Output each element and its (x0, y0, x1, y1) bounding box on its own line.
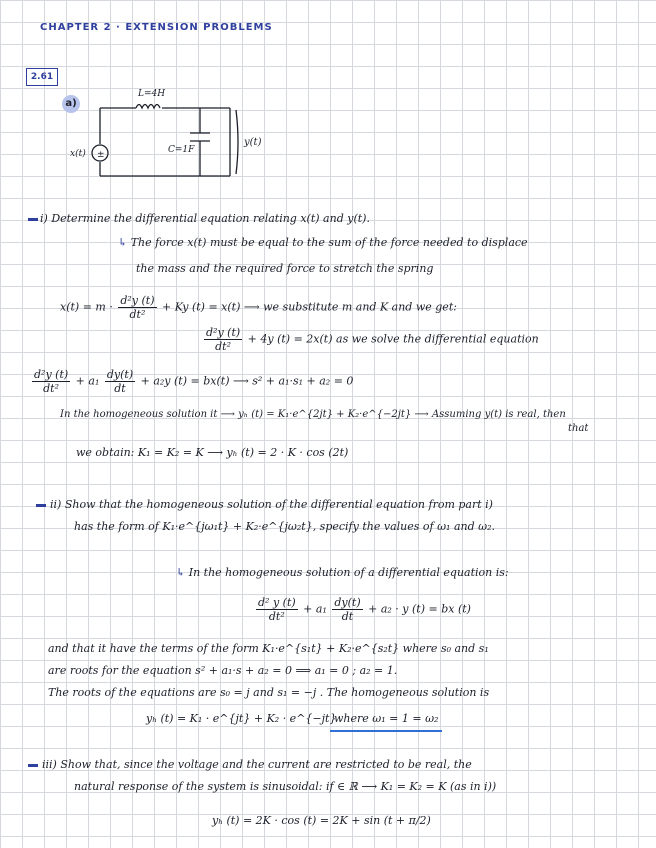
eq2-rhs: + 4y (t) = 2x(t) as we solve the differential equation (247, 332, 539, 346)
part-ii-question-line2: has the form of K₁·e^{jω₁t} + K₂·e^{jω₂t}, specify the values of ω₁ and ω₂. (74, 520, 496, 533)
eq3-fraction-2 (105, 368, 135, 395)
inductor-symbol (136, 105, 160, 109)
result-underline (330, 730, 442, 732)
chapter-title: CHAPTER 2 · EXTENSION PROBLEMS (40, 22, 273, 33)
part-ii-marker: ii) (50, 498, 62, 511)
equation-4 (254, 596, 471, 623)
equation-3 (30, 368, 353, 395)
eq4-num1: d² y (t) (258, 596, 296, 609)
part-ii-answer-intro: In the homogeneous solution of a differential equation is: (188, 566, 509, 579)
part-ii-line-c: The roots of the equations are s₀ = j and s₁ = −j . The homogeneous solution is (48, 686, 490, 699)
eq1-den: dt² (129, 308, 146, 321)
part-a-label: a) (62, 95, 80, 113)
source-label: x(t) (70, 149, 86, 159)
svg-text:±: ± (97, 150, 105, 160)
part-ii-line-d-result: where ω₁ = 1 = ω₂ (334, 712, 439, 725)
output-label: y(t) (244, 137, 262, 148)
eq1-num: d²y (t) (120, 294, 155, 307)
part-i-question: Determine the differential equation relating x(t) and y(t). (51, 212, 370, 225)
problem-number-box: 2.61 (26, 68, 58, 86)
eq3-mid: + a₁ (75, 374, 100, 388)
eq4-fraction-2 (332, 596, 362, 623)
part-ii-line-b: are roots for the equation s² + a₁·s + a₂ = 0 ⟹ a₁ = 0 ; a₂ = 1. (48, 664, 398, 677)
part-i-answer-row1 (118, 236, 528, 249)
eq4-den2: dt (341, 610, 354, 623)
equation-2 (202, 326, 539, 353)
obtain-line: we obtain: K₁ = K₂ = K ⟶ yₕ (t) = 2 · K · cos (2t) (76, 446, 349, 459)
arrow-hook-icon: ↳ (118, 236, 128, 249)
part-i-marker: i) (40, 212, 48, 225)
eq4-mid: + a₁ (303, 602, 327, 616)
part-ii-question-row (50, 498, 493, 511)
eq4-den1: dt² (268, 610, 285, 623)
eq3-fraction-1 (32, 368, 70, 395)
eq2-den: dt² (215, 340, 232, 353)
eq2-num: d²y (t) (206, 326, 241, 339)
eq1-rhs: + Ky (t) = x(t) ⟶ we substitute m and K and we get: (162, 300, 457, 314)
capacitor-label: C=1F (168, 145, 195, 155)
eq3-num2: dy(t) (106, 368, 134, 381)
eq4-num2: dy(t) (334, 596, 361, 609)
eq3-num1: d²y (t) (34, 368, 69, 381)
eq3-den1: dt² (43, 382, 60, 395)
eq4-rhs: + a₂ · y (t) = bx (t) (368, 602, 471, 616)
part-i-question-row (40, 212, 370, 225)
homogeneous-line: In the homogeneous solution it ⟶ yₕ (t) = K₁·e^{2jt} + K₂·e^{−2jt} ⟶ Assuming y(t) is real, then (60, 409, 566, 420)
part-i-bullet (28, 218, 38, 221)
part-ii-bullet (36, 504, 46, 507)
part-i-answer-line1: The force x(t) must be equal to the sum of the force needed to displace (130, 236, 528, 249)
part-iii-result: yₕ (t) = 2K · cos (t) = 2K + sin (t + π/2) (212, 814, 431, 827)
eq2-fraction (204, 326, 242, 353)
inductor-label: L=4H (138, 89, 166, 99)
part-iii-marker: iii) (42, 758, 57, 771)
part-ii-question-line1: Show that the homogeneous solution of the differential equation from part i) (64, 498, 493, 511)
arrow-hook-icon: ↳ (176, 566, 186, 579)
homogeneous-that: that (568, 423, 589, 434)
part-ii-answer-intro-row (176, 566, 509, 579)
part-ii-line-a: and that it have the terms of the form K₁·e^{s₁t} + K₂·e^{s₂t} where s₀ and s₁ (48, 642, 489, 655)
eq3-rhs: + a₂y (t) = bx(t) ⟶ s² + a₁·s₁ + a₂ = 0 (140, 374, 354, 388)
part-ii-line-d: yₕ (t) = K₁ · e^{jt} + K₂ · e^{−jt} (146, 712, 337, 725)
part-iii-question-row (42, 758, 472, 771)
eq3-den2: dt (114, 382, 126, 395)
part-iii-question-line1: Show that, since the voltage and the current are restricted to be real, the (60, 758, 472, 771)
part-iii-question-line2: natural response of the system is sinusoidal: if ∈ ℝ ⟶ K₁ = K₂ = K (as in i)) (74, 780, 497, 793)
equation-1 (60, 294, 457, 321)
eq1-lhs: x(t) = m · (60, 300, 113, 314)
part-iii-bullet (28, 764, 38, 767)
eq4-fraction-1 (256, 596, 298, 623)
part-i-answer-line2: the mass and the required force to stretch the spring (136, 262, 434, 275)
eq1-fraction (118, 294, 156, 321)
